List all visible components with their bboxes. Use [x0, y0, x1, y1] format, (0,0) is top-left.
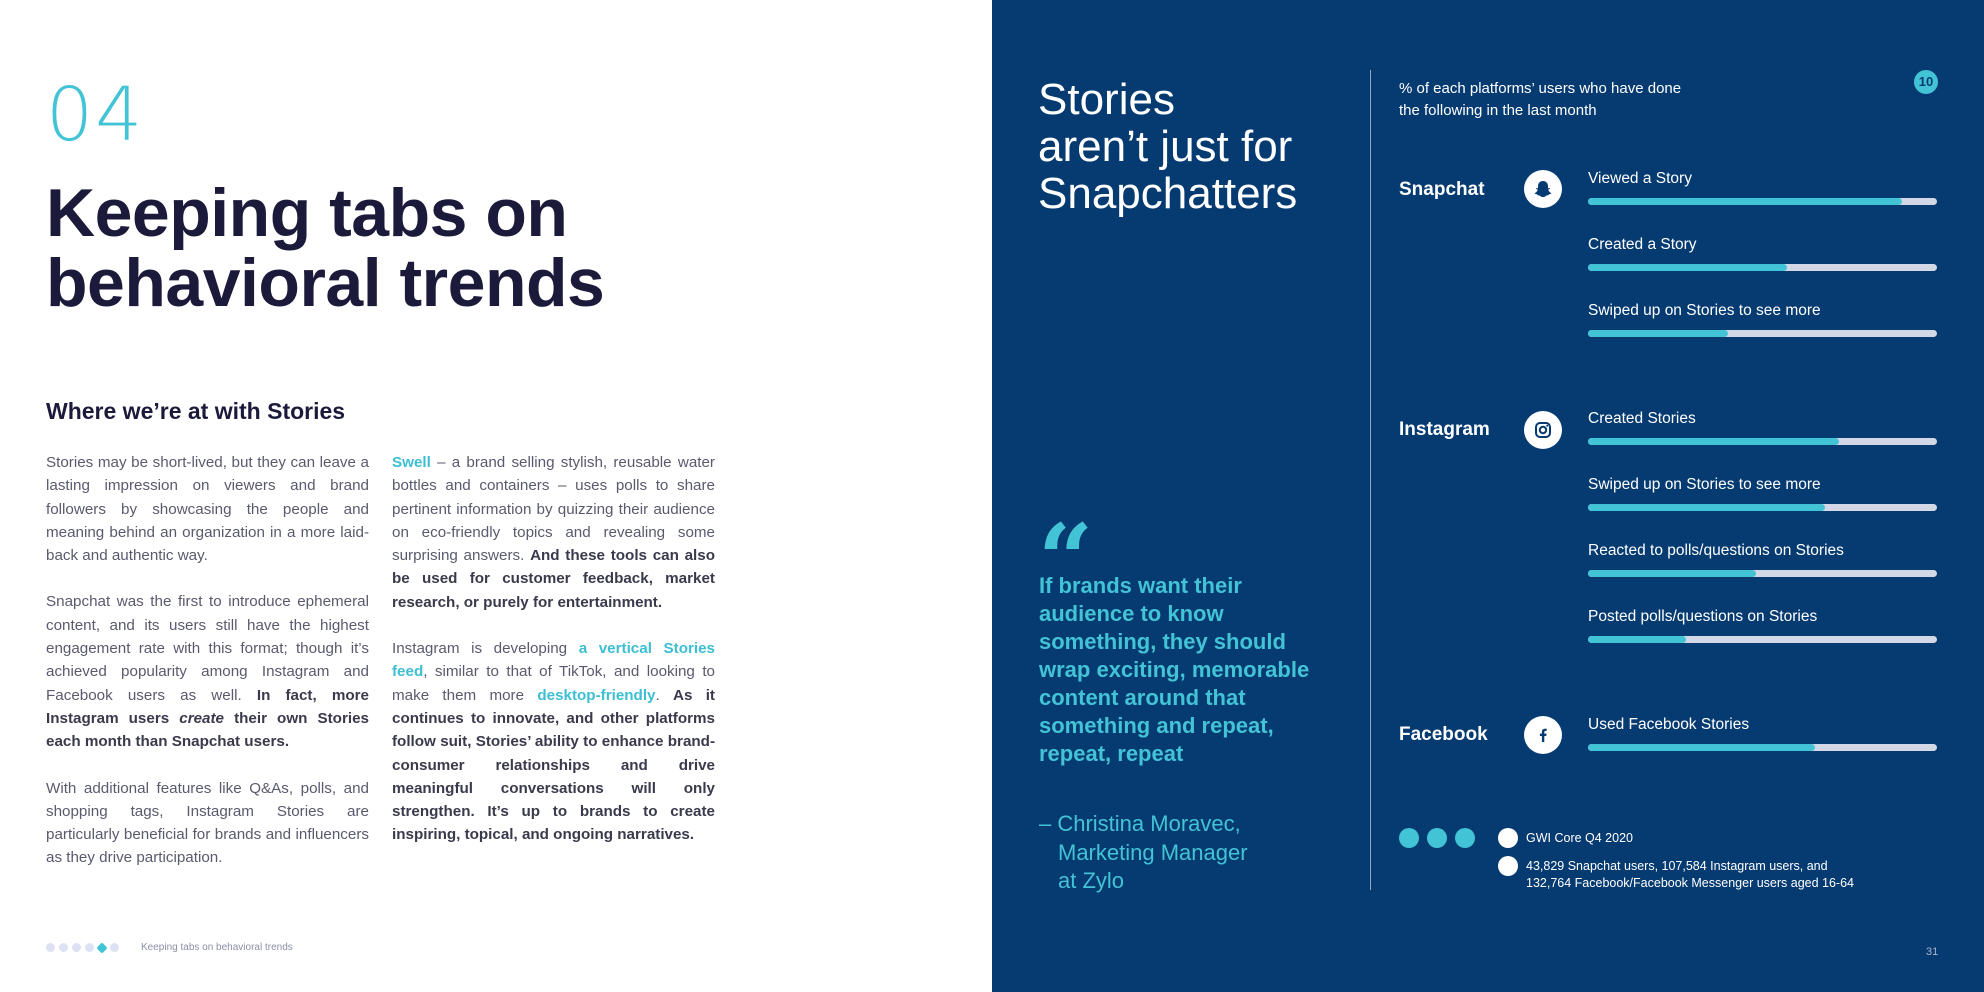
bar-label: Swiped up on Stories to see more — [1588, 476, 1821, 493]
bar-fill — [1588, 264, 1787, 271]
section-number: 04 — [46, 72, 145, 158]
footer-label: Keeping tabs on behavioral trends — [141, 942, 293, 953]
vertical-divider — [1370, 70, 1371, 890]
pull-quote: If brands want their audience to know something, they should wrap exciting, memorable content around that something and repeat, repeat, repeat — [1039, 573, 1310, 766]
right-page — [992, 0, 1984, 992]
bar-track — [1588, 504, 1937, 511]
paragraph: Stories may be short-lived, but they can leave a lasting impression on viewers and brand followers by showcasing the people and meaning behind an organization in a more laid-back and authentic way. — [46, 454, 369, 565]
bar-fill — [1588, 570, 1756, 577]
vertical-stories-link[interactable]: a vertical Stories feed — [392, 640, 715, 681]
page-title: Keeping tabs on behavioral trends — [46, 175, 605, 321]
bar-track — [1588, 264, 1937, 271]
bar-fill — [1588, 636, 1686, 643]
progress-dot — [46, 943, 55, 952]
paragraph: With additional features like Q&As, polls, and shopping tags, Instagram Stories are particularly beneficial for brands and influencers as they drive participation. — [46, 779, 369, 867]
progress-dot — [72, 943, 81, 952]
bar-label: Created Stories — [1588, 410, 1696, 427]
bar-fill — [1588, 438, 1839, 445]
legend-icons — [1399, 828, 1483, 848]
progress-dot — [110, 943, 119, 952]
bar-fill — [1588, 744, 1815, 751]
platform-name-instagram: Instagram — [1399, 419, 1490, 440]
paragraph: Instagram is developing a vertical Stories feed, similar to that of TikTok, and looking to make them more desktop-friendly. As it continues to innovate, and other platforms follow suit, Stories’ ability to enhance brand-consumer relationships and drive meaningful conversations will only strengthen. It’s up to brands to create inspiring, topical, and ongoing narratives. — [392, 640, 715, 844]
source-icon — [1498, 828, 1518, 848]
bar-label: Swiped up on Stories to see more — [1588, 302, 1821, 319]
body-column-1 — [46, 451, 369, 893]
bar-label: Viewed a Story — [1588, 170, 1692, 187]
facebook-icon — [1524, 716, 1562, 754]
progress-dot — [85, 943, 94, 952]
source-text: GWI Core Q4 2020 — [1526, 831, 1633, 845]
sample-text: 43,829 Snapchat users, 107,584 Instagram users, and 132,764 Facebook/Facebook Messenger users aged 16-64 — [1526, 859, 1854, 890]
bar-label: Posted polls/questions on Stories — [1588, 608, 1818, 625]
page-footer — [46, 942, 293, 953]
desktop-friendly-link[interactable]: desktop-friendly — [537, 686, 656, 704]
chart-caption: % of each platforms’ users who have done the following in the last month — [1399, 80, 1682, 119]
bar-track — [1588, 438, 1937, 445]
progress-dot — [59, 943, 68, 952]
bar-track — [1588, 570, 1937, 577]
sample-icon — [1498, 856, 1518, 876]
paragraph: Snapchat was the first to introduce ephemeral content, and its users still have the highest engagement rate with this format; though it’s achieved popularity among Instagram and Facebook users as well. In fact, more Instagram users create their own Stories each month than Snapchat users. — [46, 593, 369, 751]
brand-highlight: Swell — [392, 454, 431, 471]
quote-attribution: – Christina Moravec, Marketing Manager at Zylo — [1039, 811, 1248, 893]
bar-track — [1588, 744, 1937, 751]
progress-dot-active — [96, 942, 107, 953]
chart-legend-icon — [1427, 828, 1447, 848]
quote-mark-icon: “ — [1038, 503, 1094, 616]
bar-fill — [1588, 504, 1825, 511]
instagram-icon — [1524, 411, 1562, 449]
bar-label: Reacted to polls/questions on Stories — [1588, 542, 1844, 559]
paragraph: Swell – a brand selling stylish, reusable water bottles and containers – uses polls to share pertinent information by quizzing their audience on eco-friendly topics and revealing some surprising answers. And these tools can also be used for customer feedback, market research, or purely for entertainment. — [392, 454, 715, 611]
bar-fill — [1588, 330, 1728, 337]
panel-title: Stories aren’t just for Snapchatters — [1038, 75, 1298, 218]
bar-fill — [1588, 198, 1902, 205]
platform-name-snapchat: Snapchat — [1399, 179, 1485, 200]
section-subtitle: Where we’re at with Stories — [46, 398, 346, 424]
snapchat-icon — [1524, 170, 1562, 208]
chart-legend-icon — [1455, 828, 1475, 848]
bar-track — [1588, 636, 1937, 643]
page-number: 31 — [1926, 946, 1939, 958]
chart-legend-icon — [1399, 828, 1419, 848]
bar-track — [1588, 330, 1937, 337]
bar-track — [1588, 198, 1937, 205]
chart-number-badge: 10 — [1914, 70, 1938, 94]
bar-label: Created a Story — [1588, 236, 1697, 253]
platform-name-facebook: Facebook — [1399, 724, 1488, 745]
bar-label: Used Facebook Stories — [1588, 716, 1750, 733]
body-column-2 — [392, 451, 715, 870]
